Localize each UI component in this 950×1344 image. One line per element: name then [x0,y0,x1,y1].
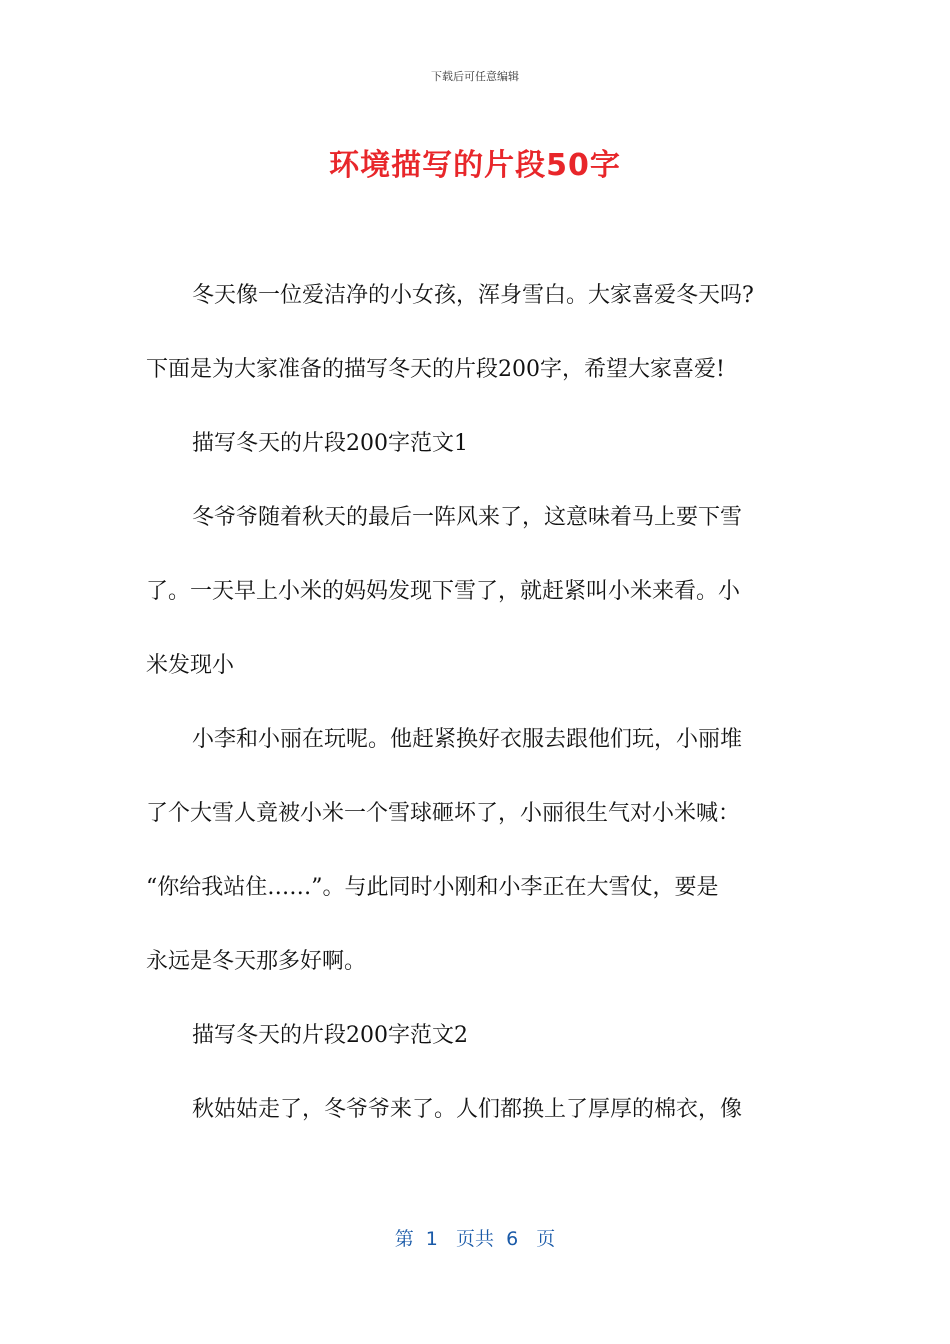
page-number-footer: 第 1 页共 6 页 [394,1228,556,1250]
paragraph-line: 冬天像一位爱洁净的小女孩，浑身雪白。大家喜爱冬天吗? [192,283,754,308]
paragraph-line: 冬爷爷随着秋天的最后一阵风来了，这意味着马上要下雪 [192,505,743,530]
document-title: 环境描写的片段50字 [329,148,621,183]
paragraph-line: 小李和小丽在玩呢。他赶紧换好衣服去跟他们玩，小丽堆 [192,727,743,752]
paragraph-line: “你给我站住……”。与此同时小刚和小李正在大雪仗，要是 [146,875,719,900]
paragraph-line: 米发现小 [146,653,235,678]
paragraph-line: 下面是为大家准备的描写冬天的片段200字，希望大家喜爱! [146,357,725,382]
section-heading: 描写冬天的片段200字范文2 [192,1023,468,1048]
section-heading: 描写冬天的片段200字范文1 [192,431,468,456]
header-note: 下载后可任意编辑 [431,70,519,83]
paragraph-line: 了个大雪人竟被小米一个雪球砸坏了，小丽很生气对小米喊： [146,801,741,826]
paragraph-line: 秋姑姑走了，冬爷爷来了。人们都换上了厚厚的棉衣，像 [192,1097,743,1122]
paragraph-line: 永远是冬天那多好啊。 [146,949,367,974]
paragraph-line: 了。一天早上小米的妈妈发现下雪了，就赶紧叫小米来看。小 [146,579,741,604]
document-body [146,275,806,1163]
